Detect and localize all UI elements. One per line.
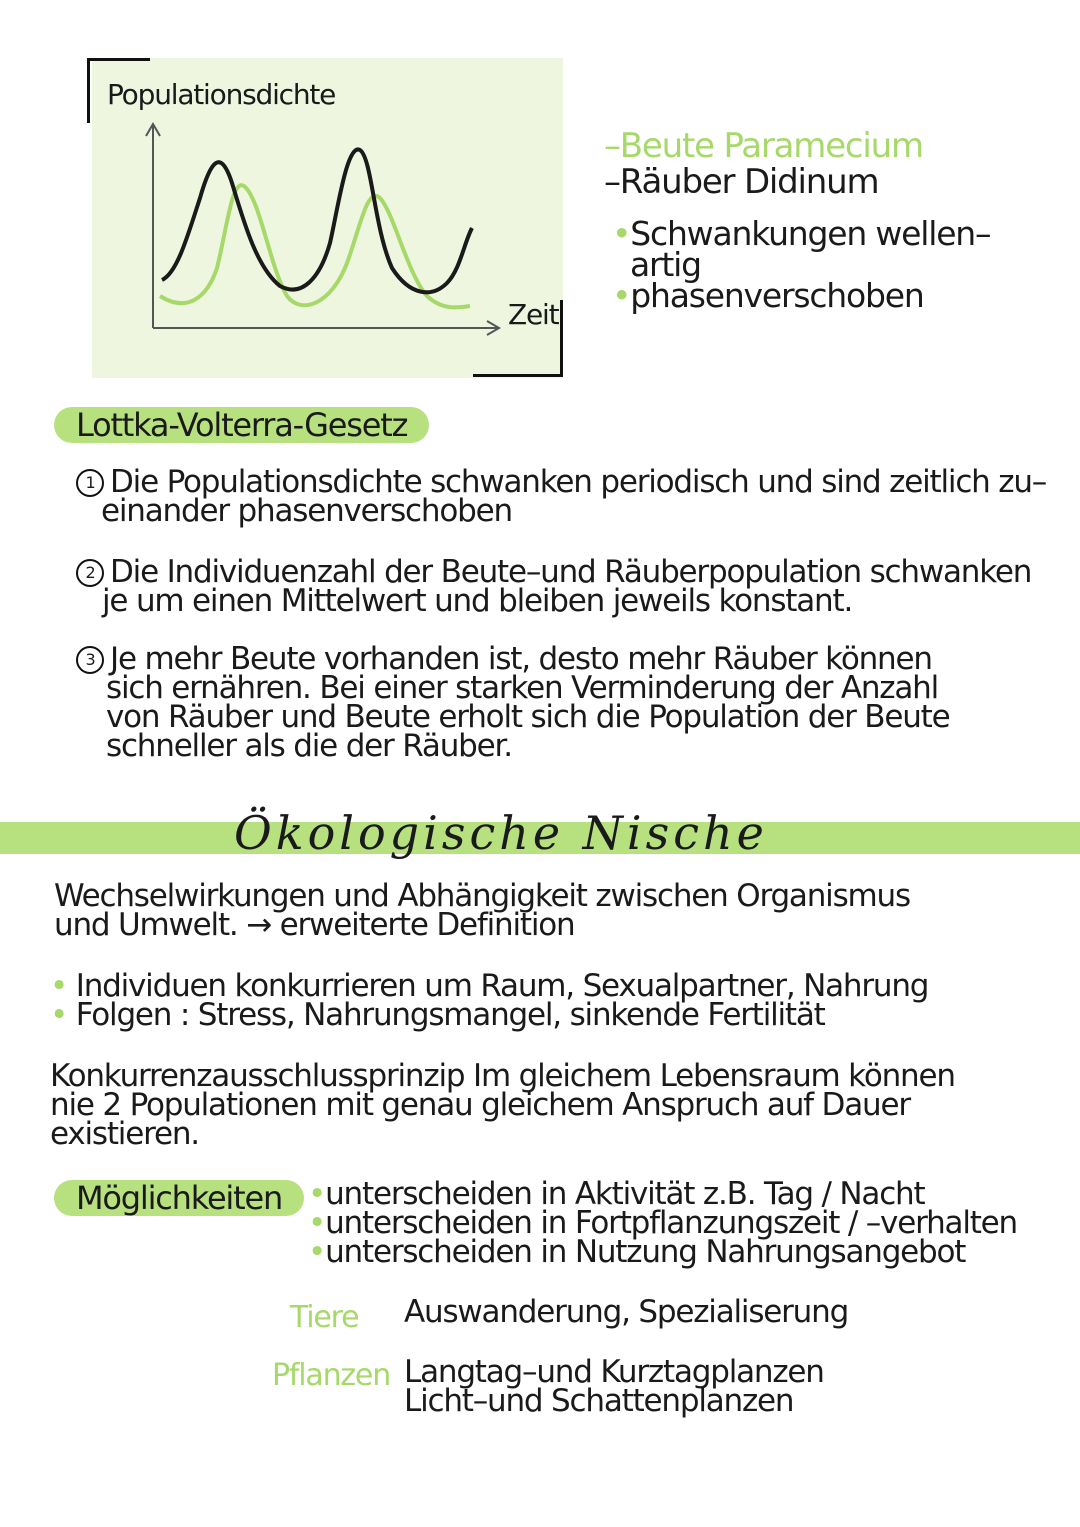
list-item: •unterscheiden in Nutzung Nahrungsangebot xyxy=(308,1234,966,1270)
number-2-icon: 2 xyxy=(76,559,104,587)
legend-beute: –Beute Paramecium xyxy=(604,126,923,166)
note-line-2: artig xyxy=(630,245,701,284)
moeglichkeiten-heading: Möglichkeiten xyxy=(54,1180,304,1216)
list-item: • Individuen konkurrieren um Raum, Sexualpartner, Nahrung xyxy=(50,968,929,1004)
niche-definition: Wechselwirkungen und Abhängigkeit zwischen Organismus und Umwelt. → erweiterte Definition xyxy=(54,878,910,943)
lv-rule-2: 2 Die Individuenzahl der Beute–und Räuberpopulation schwanken je um einen Mittelwert und bleiben jeweils konstant. xyxy=(76,558,1031,616)
competitive-exclusion: Konkurrenzausschlussprinzip Im gleichem Lebensraum können nie 2 Populationen mit genau gleichem Anspruch auf Dauer existieren. xyxy=(50,1058,955,1152)
number-3-icon: 3 xyxy=(76,646,104,674)
series-beute xyxy=(160,185,470,307)
niche-bullets xyxy=(50,968,929,1033)
list-item: •unterscheiden in Aktivität z.B. Tag / Nacht xyxy=(308,1176,925,1212)
graph-notes xyxy=(612,214,991,315)
number-1-icon: 1 xyxy=(76,469,104,497)
pflanzen-text: Langtag–und Kurztagplanzen Licht–und Schattenplanzen xyxy=(404,1354,824,1419)
lv-rule-1: 1 Die Populationsdichte schwanken periodisch und sind zeitlich zu– einander phasenverschoben xyxy=(76,468,1046,526)
chart-ylabel: Populationsdichte xyxy=(107,78,336,111)
niche-heading: Ökologische Nische xyxy=(234,806,768,860)
list-item: •unterscheiden in Fortpflanzungszeit / –verhalten xyxy=(308,1205,1018,1241)
note-line-1: •Schwankungen wellen– xyxy=(612,214,991,253)
note-line-3: •phasenverschoben xyxy=(612,276,924,315)
moeglichkeiten-list xyxy=(308,1176,1018,1270)
bullet-dot: • xyxy=(612,276,631,315)
lv-rule-3: 3 Je mehr Beute vorhanden ist, desto mehr Räuber können sich ernähren. Bei einer starken Verminderung der Anzahl von Räuber und Beute erholt sich die Population der Beute schneller als die der Räuber. xyxy=(76,645,949,761)
tiere-text: Auswanderung, Spezialiserung xyxy=(404,1294,849,1330)
series-raeuber xyxy=(162,149,472,292)
tiere-label: Tiere xyxy=(290,1300,359,1335)
lv-heading: Lottka-Volterra-Gesetz xyxy=(54,407,429,443)
legend-raeuber: –Räuber Didinum xyxy=(604,162,879,202)
chart-xlabel: Zeit xyxy=(508,298,559,331)
bullet-dot: • xyxy=(612,214,631,253)
list-item: • Folgen : Stress, Nahrungsmangel, sinkende Fertilität xyxy=(50,997,825,1033)
chart-legend xyxy=(604,128,923,200)
pflanzen-label: Pflanzen xyxy=(272,1358,391,1393)
